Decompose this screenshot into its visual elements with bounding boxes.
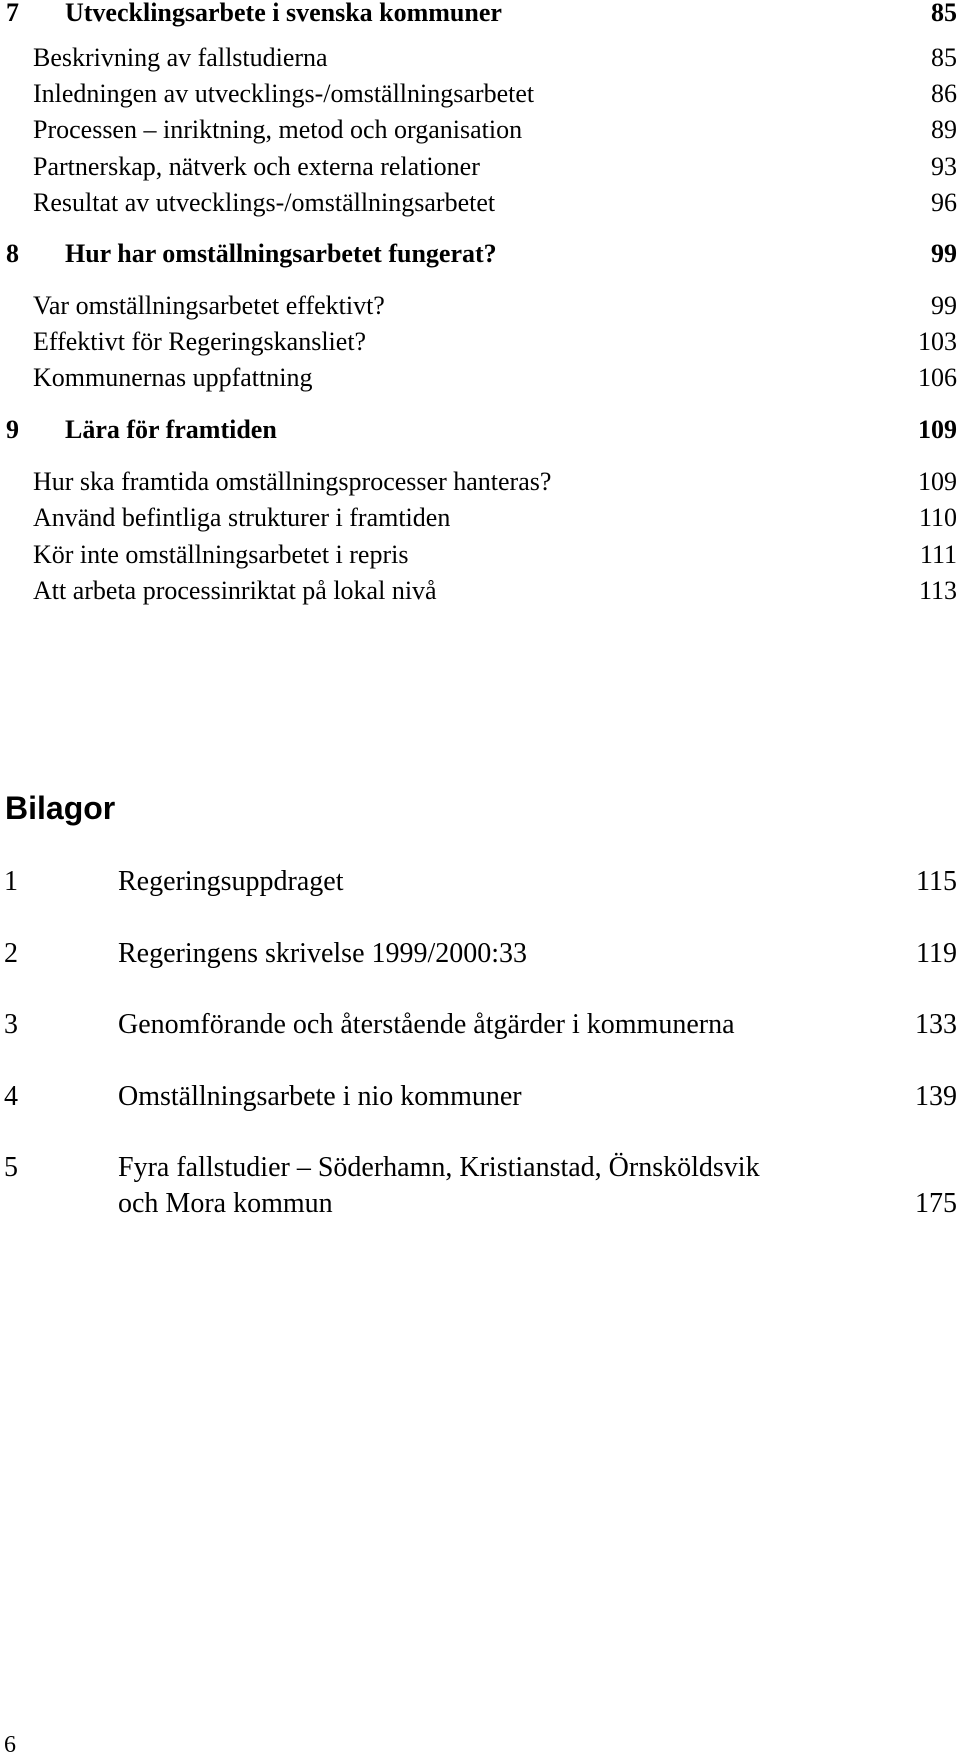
appendix-title: Omställningsarbete i nio kommuner	[118, 1081, 522, 1112]
toc-section	[0, 43, 960, 79]
chapter-number: 8	[6, 239, 19, 268]
section-page: 93	[931, 152, 957, 181]
chapter-number: 7	[6, 0, 19, 27]
chapter-page: 85	[931, 0, 957, 27]
appendix-item	[0, 866, 960, 902]
toc-chapter-8	[0, 239, 960, 275]
toc-section	[0, 188, 960, 224]
section-title: Processen – inriktning, metod och organisation	[33, 115, 523, 144]
appendix-item	[0, 1081, 960, 1117]
appendix-number: 3	[4, 1009, 18, 1040]
page-number: 6	[4, 1732, 16, 1758]
section-title: Partnerskap, nätverk och externa relationer	[33, 152, 480, 181]
section-page: 109	[918, 467, 957, 496]
section-title: Att arbeta processinriktat på lokal nivå	[33, 576, 437, 605]
section-page: 86	[931, 79, 957, 108]
appendix-item	[0, 1152, 960, 1188]
appendix-page: 115	[916, 866, 957, 897]
toc-section	[0, 152, 960, 188]
section-title: Inledningen av utvecklings-/omställningsarbetet	[33, 79, 535, 108]
chapter-page: 99	[931, 239, 957, 268]
bilagor-heading: Bilagor	[5, 790, 116, 826]
appendix-number: 2	[4, 938, 18, 969]
toc-section	[0, 115, 960, 151]
section-title: Beskrivning av fallstudierna	[33, 43, 328, 72]
chapter-number: 9	[6, 415, 19, 444]
section-page: 113	[918, 576, 957, 605]
chapter-page: 109	[918, 415, 957, 444]
appendix-title: Genomförande och återstående åtgärder i kommunerna	[118, 1009, 735, 1040]
section-title: Effektivt för Regeringskansliet?	[33, 327, 367, 356]
toc-section	[0, 79, 960, 115]
chapter-title: Utvecklingsarbete i svenska kommuner	[65, 0, 502, 27]
toc-section	[0, 327, 960, 363]
section-title: Hur ska framtida omställningsprocesser hanteras?	[33, 467, 552, 496]
appendix-page: 139	[915, 1081, 957, 1112]
appendix-item	[0, 938, 960, 974]
toc-chapter-7	[0, 0, 960, 34]
section-title: Använd befintliga strukturer i framtiden	[33, 503, 451, 532]
toc-section	[0, 363, 960, 399]
appendix-page: 175	[915, 1188, 957, 1219]
appendix-title: Regeringsuppdraget	[118, 866, 344, 897]
appendix-number: 4	[4, 1081, 18, 1112]
section-page: 111	[919, 540, 957, 569]
section-page: 110	[918, 503, 957, 532]
toc-chapter-9	[0, 415, 960, 451]
section-title: Var omställningsarbetet effektivt?	[33, 291, 385, 320]
chapter-title: Hur har omställningsarbetet fungerat?	[65, 239, 497, 268]
section-title: Kommunernas uppfattning	[33, 363, 313, 392]
appendix-item-continuation	[0, 1188, 960, 1224]
section-page: 96	[931, 188, 957, 217]
section-page: 103	[918, 327, 957, 356]
section-title: Resultat av utvecklings-/omställningsarbetet	[33, 188, 496, 217]
section-page: 99	[931, 291, 957, 320]
section-page: 89	[931, 115, 957, 144]
toc-section	[0, 467, 960, 503]
appendix-title: Fyra fallstudier – Söderhamn, Kristianstad, Örnsköldsvik	[118, 1152, 760, 1183]
toc-section	[0, 540, 960, 576]
section-page: 85	[931, 43, 957, 72]
appendix-title: Regeringens skrivelse 1999/2000:33	[118, 938, 528, 969]
toc-section	[0, 503, 960, 539]
section-page: 106	[918, 363, 957, 392]
appendix-number: 1	[4, 866, 18, 897]
toc-section	[0, 291, 960, 327]
appendix-item	[0, 1009, 960, 1045]
chapter-title: Lära för framtiden	[65, 415, 277, 444]
appendix-page: 133	[915, 1009, 957, 1040]
toc-section	[0, 576, 960, 612]
appendix-number: 5	[4, 1152, 18, 1183]
appendix-title-line2: och Mora kommun	[118, 1188, 333, 1219]
appendix-page: 119	[916, 938, 957, 969]
section-title: Kör inte omställningsarbetet i repris	[33, 540, 409, 569]
